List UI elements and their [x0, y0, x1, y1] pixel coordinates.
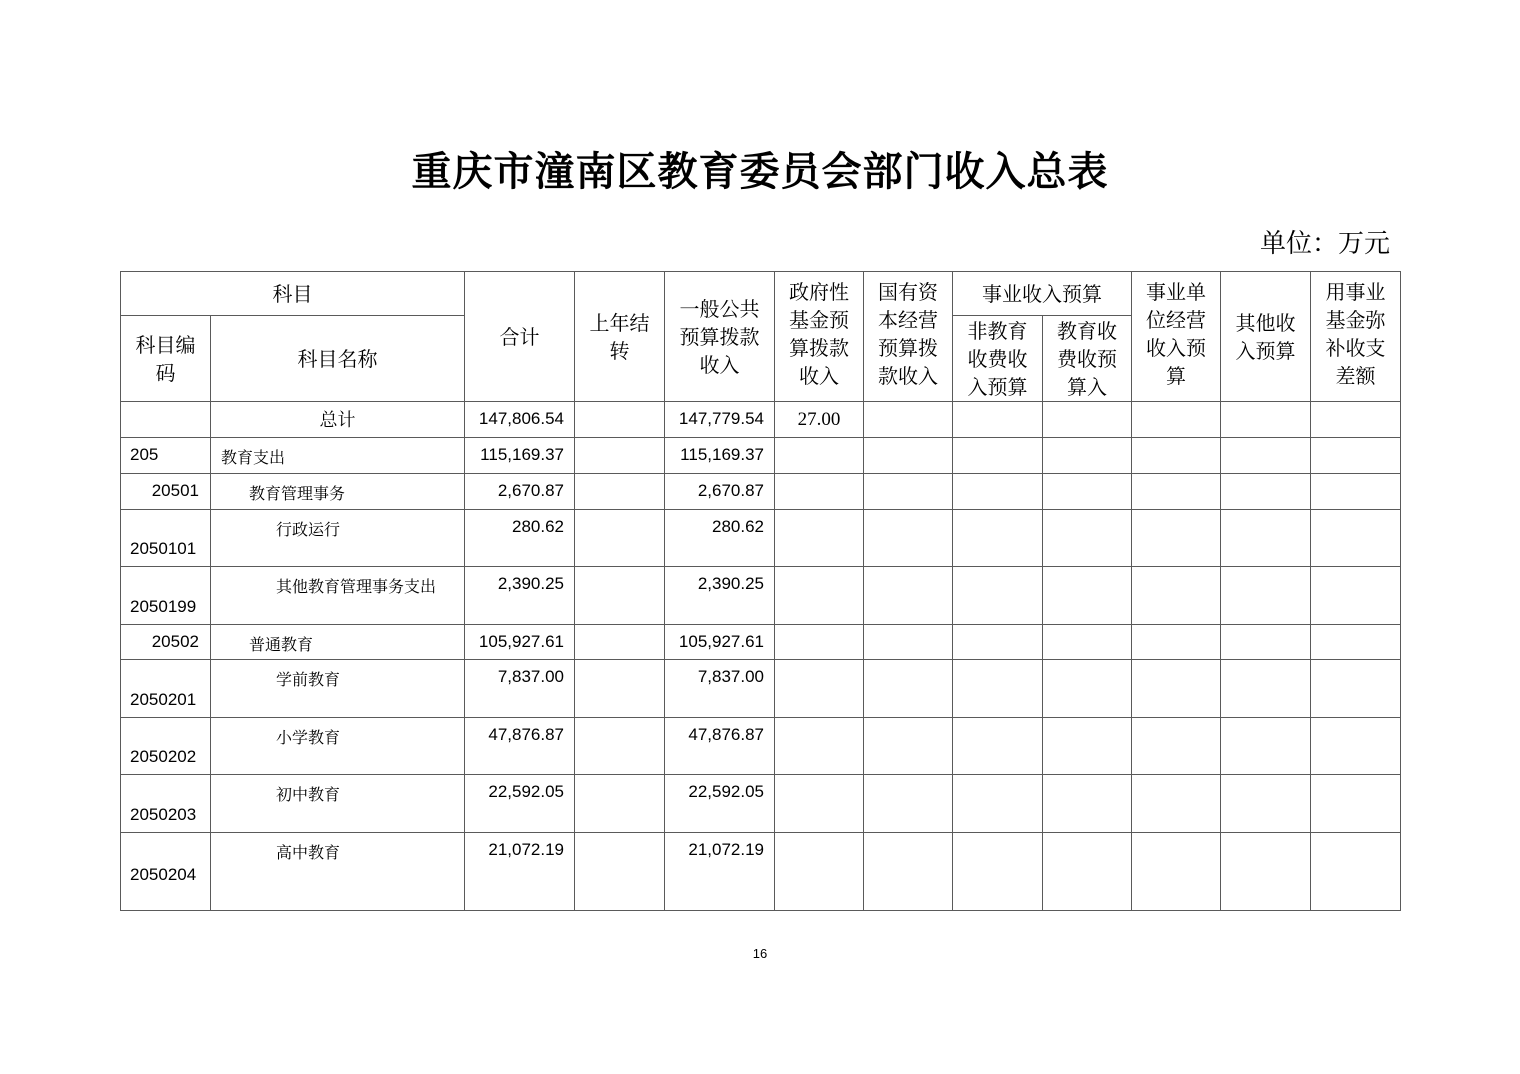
- table-row: [121, 833, 1401, 911]
- header-gov-fund: 政府性基金预算拨款收入: [789, 280, 849, 388]
- row-code: 2050201: [121, 660, 211, 718]
- row-carryover: [575, 567, 665, 625]
- row-total: 21,072.19: [465, 833, 575, 911]
- row-carryover: [575, 510, 665, 567]
- row-gov-fund: 27.00: [775, 402, 864, 438]
- row-carryover: [575, 625, 665, 660]
- row-gov-fund: [775, 625, 864, 660]
- row-code: [121, 402, 211, 438]
- table-row: [121, 402, 1401, 438]
- header-row-1: [121, 272, 1401, 316]
- row-total: 2,670.87: [465, 474, 575, 510]
- table-row: [121, 718, 1401, 775]
- row-total: 47,876.87: [465, 718, 575, 775]
- row-name: 普通教育: [211, 625, 465, 660]
- table-row: [121, 775, 1401, 833]
- row-carryover: [575, 833, 665, 911]
- income-summary-table: [120, 271, 1401, 911]
- page-title: 重庆市潼南区教育委员会部门收入总表: [411, 148, 1109, 195]
- row-general: 147,779.54: [665, 402, 775, 438]
- header-total: 合计: [465, 272, 575, 402]
- header-business-unit: 事业单位经营收入预算: [1146, 280, 1206, 388]
- row-general: 22,592.05: [665, 775, 775, 833]
- row-code: 205: [121, 438, 211, 474]
- row-name: 小学教育: [211, 718, 465, 775]
- row-carryover: [575, 402, 665, 438]
- header-general-budget: 一般公共预算拨款收入: [679, 296, 760, 377]
- row-name: 学前教育: [211, 660, 465, 718]
- row-code: 2050199: [121, 567, 211, 625]
- page-number: 16: [752, 946, 768, 961]
- row-code: 2050204: [121, 833, 211, 911]
- header-fund-balance: 用事业基金弥补收支差额: [1325, 280, 1386, 388]
- row-general: 2,390.25: [665, 567, 775, 625]
- header-subject: 科目: [121, 272, 465, 316]
- row-carryover: [575, 474, 665, 510]
- row-name: 教育管理事务: [211, 474, 465, 510]
- row-total: 280.62: [465, 510, 575, 567]
- table-row: [121, 625, 1401, 660]
- row-code: 20502: [121, 625, 211, 660]
- header-state-capital: 国有资本经营预算拨款收入: [878, 280, 938, 388]
- row-name: 总计: [211, 402, 465, 438]
- row-name: 教育支出: [211, 438, 465, 474]
- row-code: 20501: [121, 474, 211, 510]
- row-carryover: [575, 775, 665, 833]
- table-row: [121, 474, 1401, 510]
- row-general: 2,670.87: [665, 474, 775, 510]
- row-general: 280.62: [665, 510, 775, 567]
- row-general: 105,927.61: [665, 625, 775, 660]
- table-row: [121, 660, 1401, 718]
- row-name: 高中教育: [211, 833, 465, 911]
- row-total: 115,169.37: [465, 438, 575, 474]
- header-subject-name: 科目名称: [211, 316, 465, 402]
- row-code: 2050202: [121, 718, 211, 775]
- row-gov-fund: [775, 833, 864, 911]
- row-gov-fund: [775, 660, 864, 718]
- row-general: 115,169.37: [665, 438, 775, 474]
- row-total: 2,390.25: [465, 567, 575, 625]
- row-gov-fund: [775, 718, 864, 775]
- header-other-income: 其他收入预算: [1235, 310, 1296, 363]
- row-gov-fund: [775, 775, 864, 833]
- row-total: 7,837.00: [465, 660, 575, 718]
- row-name: 其他教育管理事务支出: [211, 567, 465, 625]
- row-gov-fund: [775, 438, 864, 474]
- row-gov-fund: [775, 474, 864, 510]
- unit-label: 单位：万元: [1259, 229, 1390, 259]
- header-carryover: 上年结转: [589, 310, 650, 363]
- header-subject-code: 科目编码: [135, 332, 196, 385]
- header-non-edu-fee: 非教育收费收入预算: [967, 318, 1028, 399]
- header-business-income: 事业收入预算: [953, 272, 1132, 316]
- row-code: 2050203: [121, 775, 211, 833]
- table-row: [121, 438, 1401, 474]
- table-row: [121, 510, 1401, 567]
- row-code: 2050101: [121, 510, 211, 567]
- header-edu-fee: 教育收费收预算入: [1057, 318, 1117, 399]
- row-carryover: [575, 718, 665, 775]
- row-name: 初中教育: [211, 775, 465, 833]
- row-general: 21,072.19: [665, 833, 775, 911]
- row-general: 47,876.87: [665, 718, 775, 775]
- row-gov-fund: [775, 510, 864, 567]
- row-total: 105,927.61: [465, 625, 575, 660]
- row-carryover: [575, 660, 665, 718]
- row-gov-fund: [775, 567, 864, 625]
- row-carryover: [575, 438, 665, 474]
- table-row: [121, 567, 1401, 625]
- row-name: 行政运行: [211, 510, 465, 567]
- row-total: 147,806.54: [465, 402, 575, 438]
- row-general: 7,837.00: [665, 660, 775, 718]
- row-total: 22,592.05: [465, 775, 575, 833]
